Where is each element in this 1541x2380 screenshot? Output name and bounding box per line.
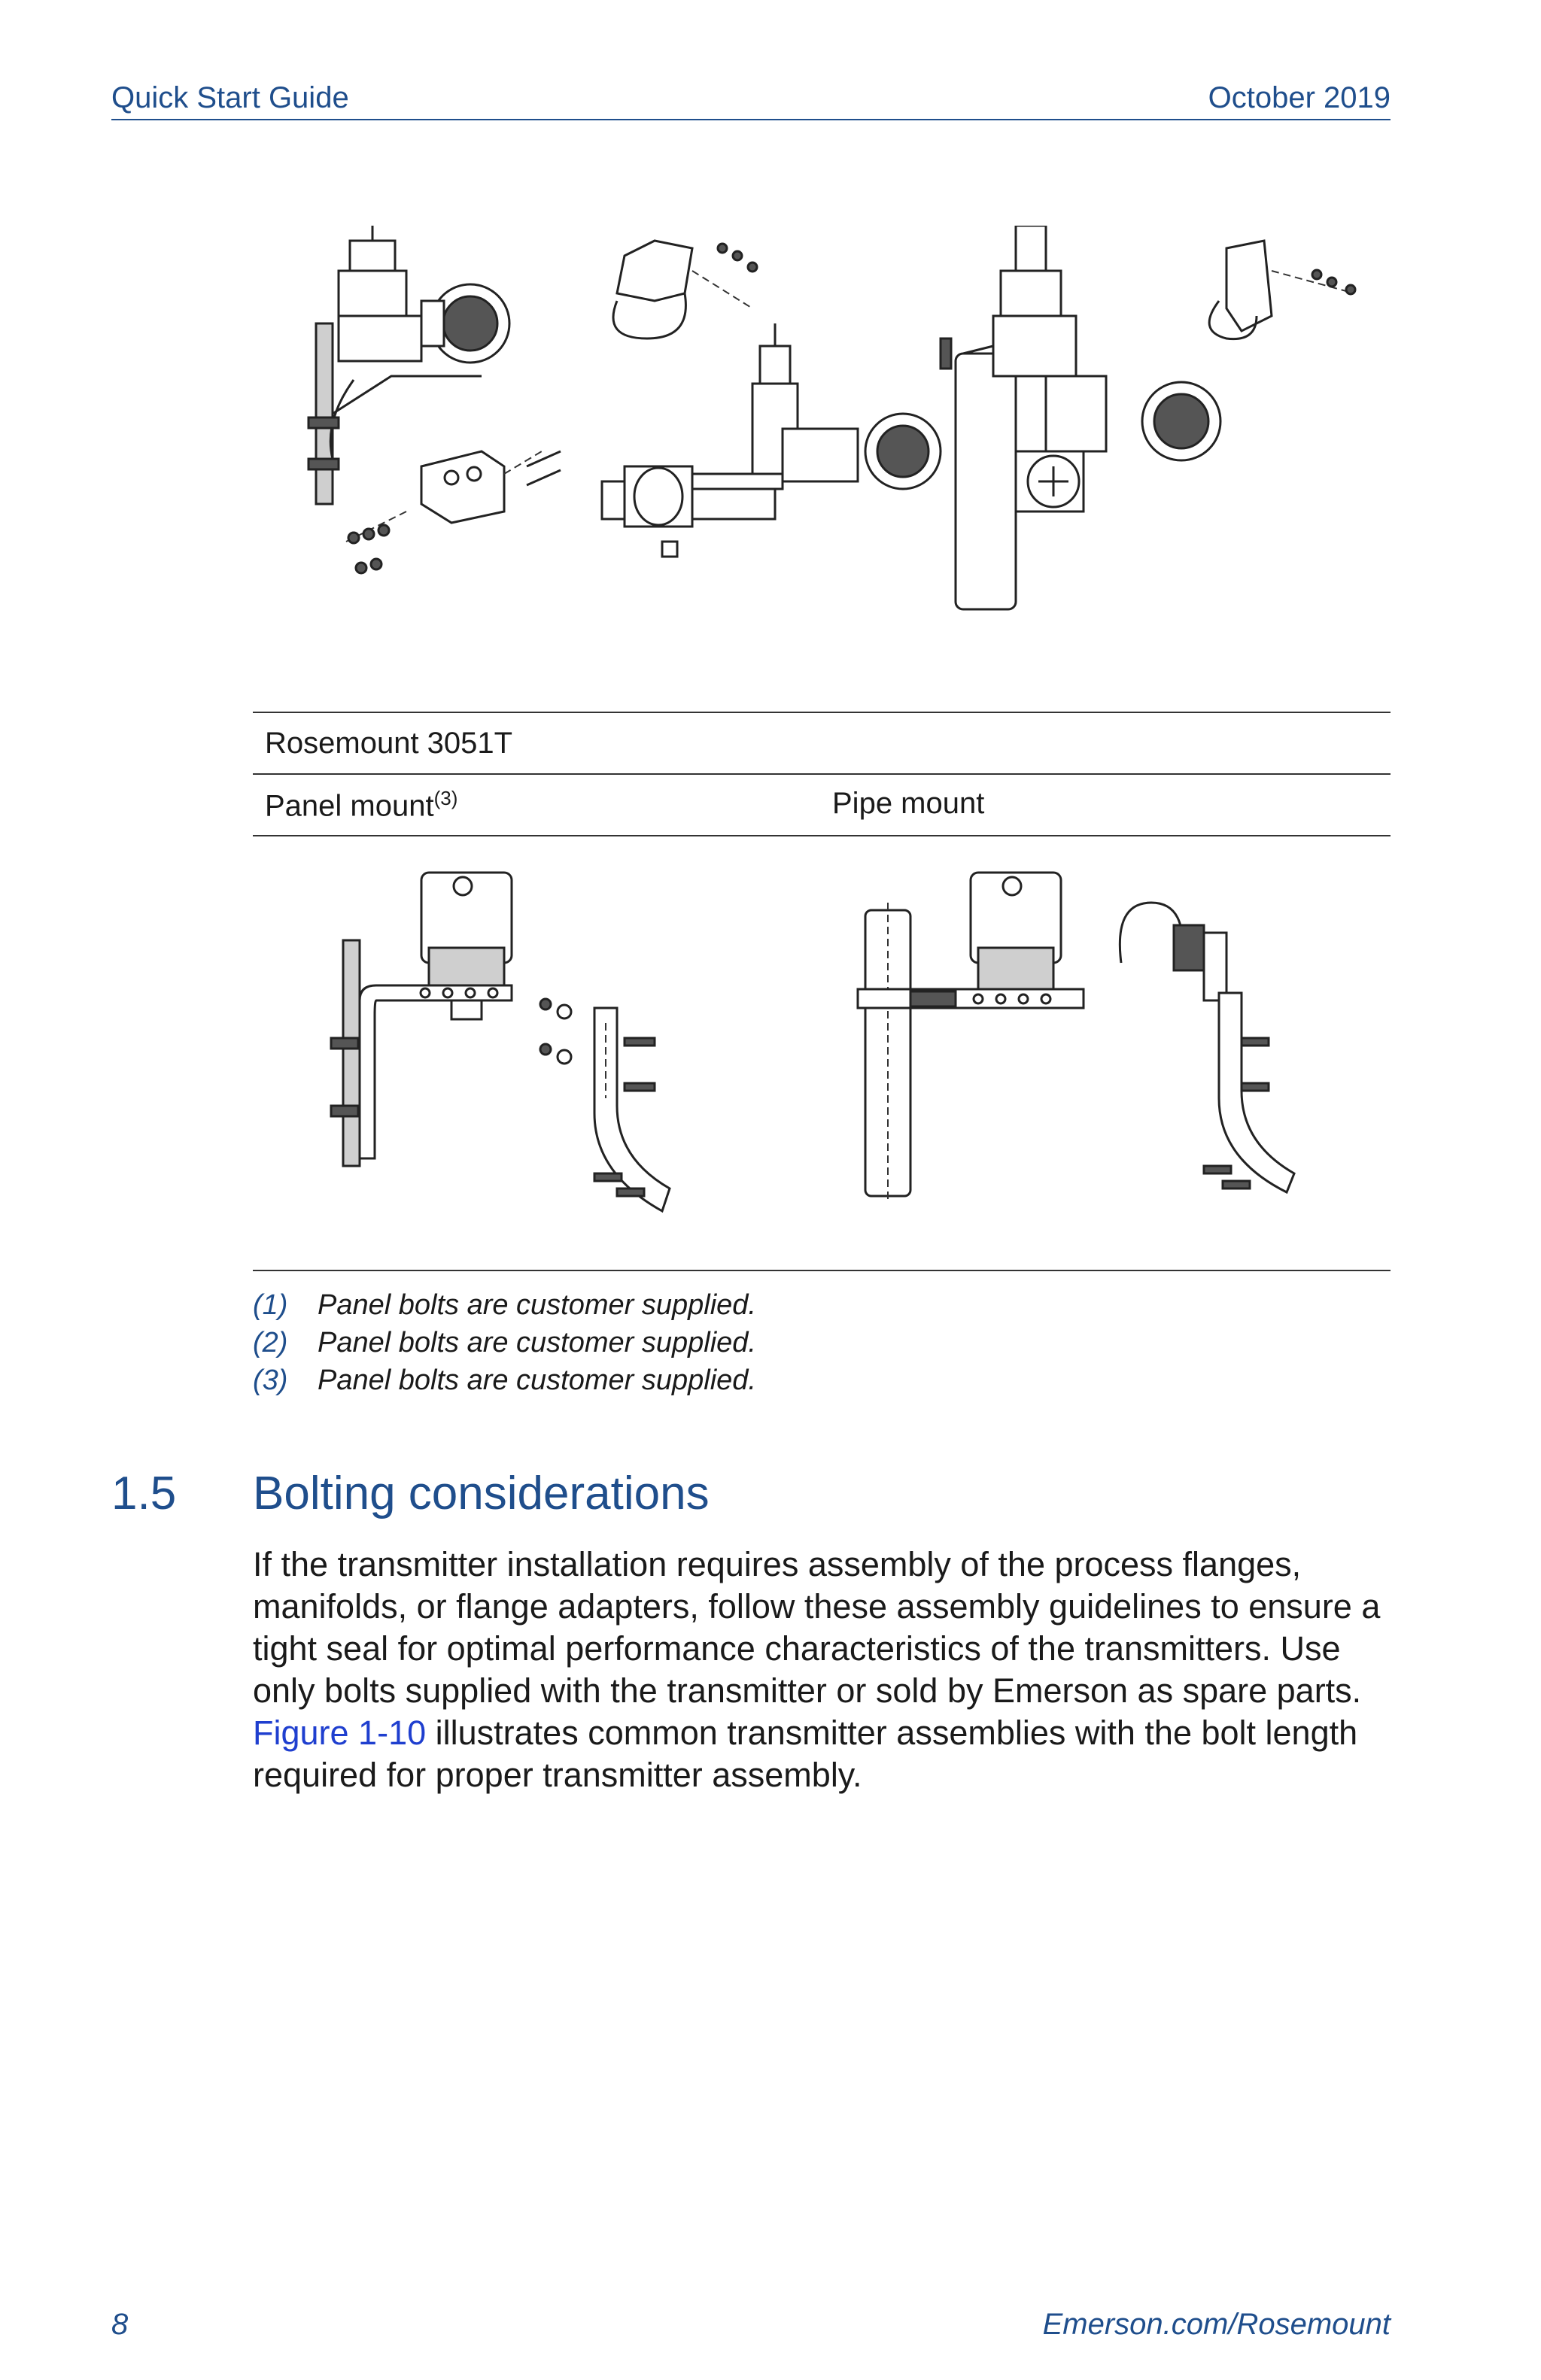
- mounting-figure-3051t: [316, 858, 1384, 1249]
- footnote-text: Panel bolts are customer supplied.: [318, 1365, 756, 1396]
- panel-mount-label: Panel mount: [265, 789, 434, 823]
- table-bottom-rule: [253, 1270, 1391, 1271]
- table-title: Rosemount 3051T: [265, 727, 513, 760]
- section-number: 1.5: [111, 1468, 177, 1519]
- section-body: [253, 1544, 1397, 1796]
- footnote-number: (1): [253, 1289, 288, 1321]
- footnote-number: (3): [253, 1365, 288, 1396]
- body-text-start: If the transmitter installation requires assembly of the process flanges, manifolds, or flange adapters, follow these assembly guidelines to ensure a tight seal for optimal performance characteristics of the transmitters. Use only bolts supplied with the transmitter or sold by Emerson as spare parts.: [253, 1545, 1381, 1710]
- table-top-rule: [253, 712, 1391, 713]
- footnote-number: (2): [253, 1327, 288, 1358]
- pipe-mount-3051t-illustration: [858, 873, 1294, 1204]
- header-guide-title: Quick Start Guide: [111, 81, 349, 114]
- footnote-text: Panel bolts are customer supplied.: [318, 1327, 756, 1358]
- footnote-1: [253, 1289, 756, 1322]
- table-header-rule: [253, 835, 1391, 836]
- table-title-rule: [253, 773, 1391, 775]
- page-number: 8: [111, 2308, 129, 2341]
- panel-mount-assembly-illustration: [309, 226, 561, 573]
- footnote-ref-3: (3): [433, 787, 458, 809]
- figure-1-10-link[interactable]: Figure 1-10: [253, 1714, 427, 1752]
- footnote-text: Panel bolts are customer supplied.: [318, 1289, 756, 1321]
- horizontal-pipe-mount-illustration: [602, 323, 941, 527]
- body-text-end: illustrates common transmitter assemblies with the bolt length required for proper transmitter assembly.: [253, 1714, 1358, 1794]
- section-title: Bolting considerations: [253, 1468, 710, 1519]
- footnote-3: [253, 1365, 756, 1397]
- mounting-figure-top: [301, 226, 1369, 617]
- header-rule: [111, 119, 1391, 120]
- vertical-pipe-mount-with-manifold-illustration: [941, 226, 1355, 609]
- header-date: October 2019: [1208, 81, 1391, 114]
- table-col-pipe-mount: Pipe mount: [832, 787, 985, 820]
- table-col-panel-mount: [265, 787, 457, 823]
- footer-website: Emerson.com/Rosemount: [1042, 2308, 1391, 2341]
- footnote-2: [253, 1327, 756, 1359]
- panel-mount-3051t-illustration: [331, 873, 670, 1211]
